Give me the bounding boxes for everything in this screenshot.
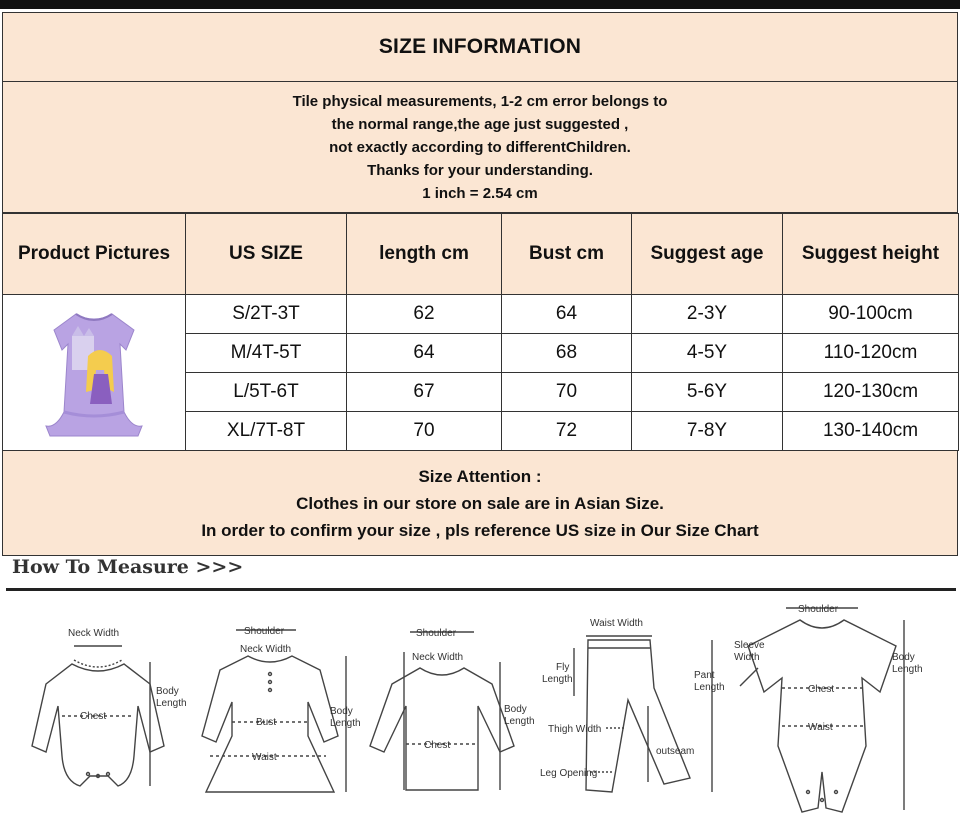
romper-diagram bbox=[740, 608, 904, 812]
label-leg-opening: Leg Opening bbox=[540, 768, 598, 779]
column-header: length cm bbox=[347, 214, 502, 295]
attention-heading: Size Attention : bbox=[418, 466, 542, 486]
label-waist: Waist bbox=[252, 752, 277, 763]
label-sleeve-width: Width bbox=[734, 652, 760, 663]
label-chest: Chest bbox=[80, 711, 107, 722]
label-pant-length: Length bbox=[694, 682, 725, 693]
table-header-row bbox=[3, 214, 959, 295]
note-line: 1 inch = 2.54 cm bbox=[422, 184, 538, 202]
label-bust: Bust bbox=[256, 717, 277, 728]
label-body: Body bbox=[156, 686, 179, 697]
label-body: Body bbox=[330, 706, 353, 717]
label-outseam: outseam bbox=[656, 746, 695, 757]
note-line: Thanks for your understanding. bbox=[367, 161, 593, 179]
product-picture bbox=[3, 295, 186, 451]
label-length: Length bbox=[892, 664, 923, 675]
cell-age: 7-8Y bbox=[632, 412, 783, 451]
label-fly-length: Length bbox=[542, 674, 573, 685]
attention-line: In order to confirm your size , pls reference US size in Our Size Chart bbox=[201, 520, 759, 540]
label-pant: Pant bbox=[694, 670, 715, 681]
how-to-measure-heading: How To Measure >>> bbox=[12, 556, 244, 578]
label-body: Body bbox=[892, 652, 915, 663]
label-chest: Chest bbox=[808, 684, 835, 695]
top-border bbox=[0, 0, 960, 9]
cell-bust: 70 bbox=[502, 373, 632, 412]
measurement-diagrams bbox=[0, 596, 960, 815]
cell-height: 110-120cm bbox=[783, 334, 959, 373]
column-header: Product Pictures bbox=[3, 214, 186, 295]
label-body: Body bbox=[504, 704, 527, 715]
cell-length: 70 bbox=[347, 412, 502, 451]
cell-us-size: S/2T-3T bbox=[186, 295, 347, 334]
attention-line: Clothes in our store on sale are in Asian Size. bbox=[296, 493, 664, 513]
label-shoulder: Shoulder bbox=[416, 628, 457, 639]
label-waist: Waist bbox=[808, 722, 833, 733]
column-header: Bust cm bbox=[502, 214, 632, 295]
cell-age: 4-5Y bbox=[632, 334, 783, 373]
label-shoulder: Shoulder bbox=[244, 626, 285, 637]
label-length: Length bbox=[504, 716, 535, 727]
cell-us-size: L/5T-6T bbox=[186, 373, 347, 412]
cell-length: 64 bbox=[347, 334, 502, 373]
column-header: Suggest age bbox=[632, 214, 783, 295]
note-line: the normal range,the age just suggested , bbox=[331, 115, 629, 133]
column-header: US SIZE bbox=[186, 214, 347, 295]
cell-us-size: M/4T-5T bbox=[186, 334, 347, 373]
note-line: Tile physical measurements, 1-2 cm error belongs to bbox=[292, 92, 668, 110]
label-neck-width: Neck Width bbox=[240, 644, 292, 655]
cell-height: 90-100cm bbox=[783, 295, 959, 334]
cell-age: 5-6Y bbox=[632, 373, 783, 412]
cell-bust: 64 bbox=[502, 295, 632, 334]
label-thigh-width: Thigh Width bbox=[548, 724, 602, 735]
label-waist-width: Waist Width bbox=[590, 618, 643, 629]
size-table bbox=[2, 213, 959, 451]
label-shoulder: Shoulder bbox=[798, 604, 839, 615]
label-neck-width: Neck Width bbox=[412, 652, 464, 663]
label-length: Length bbox=[156, 698, 187, 709]
label-fly: Fly bbox=[556, 662, 570, 673]
page-title: SIZE INFORMATION bbox=[2, 12, 958, 82]
size-attention bbox=[2, 451, 958, 556]
table-row bbox=[3, 295, 959, 334]
label-sleeve: Sleeve bbox=[734, 640, 765, 651]
cell-height: 130-140cm bbox=[783, 412, 959, 451]
cell-age: 2-3Y bbox=[632, 295, 783, 334]
cell-height: 120-130cm bbox=[783, 373, 959, 412]
label-neck-width: Neck Width bbox=[68, 628, 120, 639]
note-line: not exactly according to differentChildren. bbox=[329, 138, 631, 156]
cell-length: 62 bbox=[347, 295, 502, 334]
cell-us-size: XL/7T-8T bbox=[186, 412, 347, 451]
divider bbox=[6, 588, 956, 591]
column-header: Suggest height bbox=[783, 214, 959, 295]
size-chart bbox=[2, 12, 958, 556]
dress-image bbox=[34, 300, 154, 440]
cell-bust: 68 bbox=[502, 334, 632, 373]
cell-bust: 72 bbox=[502, 412, 632, 451]
label-length: Length bbox=[330, 718, 361, 729]
cell-length: 67 bbox=[347, 373, 502, 412]
label-chest: Chest bbox=[424, 740, 451, 751]
measurement-note bbox=[2, 82, 958, 213]
